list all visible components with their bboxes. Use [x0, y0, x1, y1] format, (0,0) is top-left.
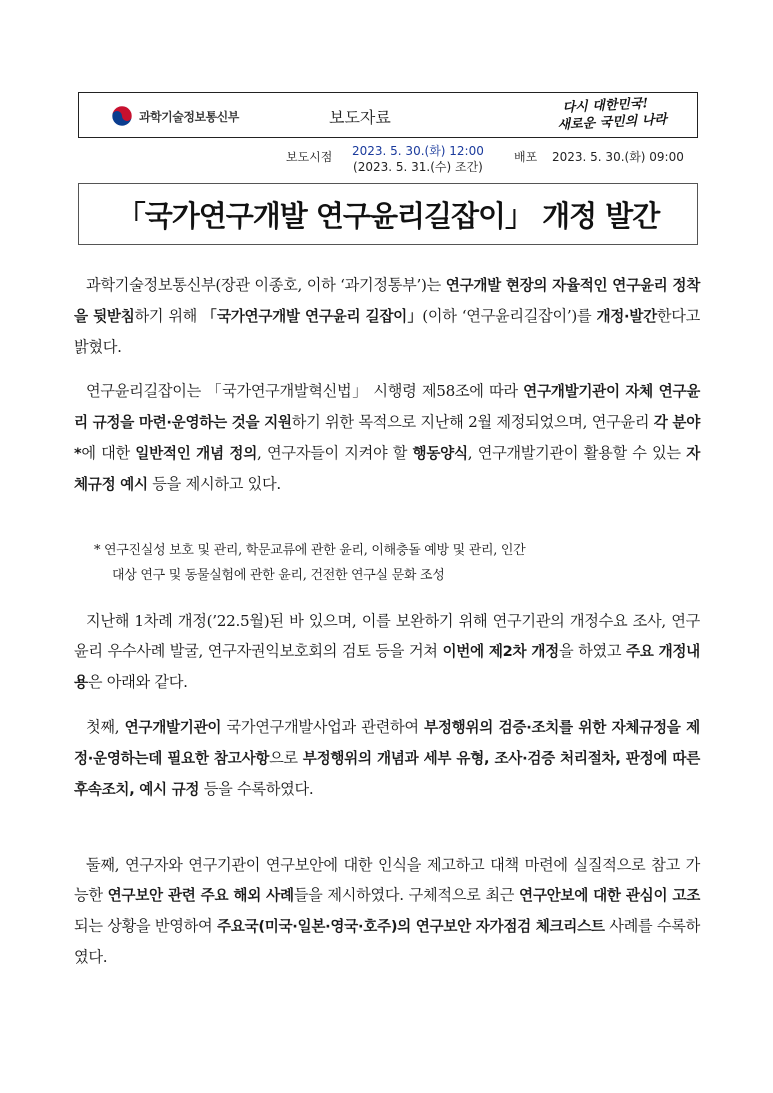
text-segment: , 연구자들이 지켜야 할 — [257, 444, 413, 462]
header-box — [78, 92, 698, 138]
paragraph-5 — [74, 850, 700, 972]
text-segment: 되는 상황을 반영하여 — [74, 917, 217, 935]
bold-text: 자체규정 예시 — [74, 445, 700, 493]
text-segment: 사례를 수록하였다. — [74, 917, 700, 966]
text-segment: 지난해 1차례 개정(’22.5월)된 바 있으며, 이를 보완하기 위해 연구기관의 개정수요 조사, 연구윤리 우수사례 발굴, 연구자권익보호회의 검토 등을 거쳐 — [74, 612, 700, 660]
text-segment: 하기 위한 목적으로 지난해 2월 제정되었으며, 연구윤리 — [291, 413, 654, 431]
bold-text: 개정·발간 — [596, 308, 657, 325]
text-segment: 은 아래와 같다. — [87, 673, 188, 691]
release-time: 2023. 5. 30.(화) 12:00 — [352, 144, 484, 158]
text-segment: 둘째, 연구자와 연구기관이 연구보안에 대한 인식을 제고하고 대책 마련에 실질적으로 참고 가능한 — [74, 856, 700, 904]
slogan — [557, 94, 668, 134]
release-time-block — [352, 143, 484, 175]
text-segment: 국가연구개발사업과 관련하여 — [221, 718, 425, 736]
text-segment: 으로 — [269, 749, 303, 767]
slogan-line2: 새로운 국민의 나라 — [557, 112, 668, 134]
ministry-name: 과학기술정보통신부 — [139, 109, 239, 124]
text-segment: 에 대한 — [81, 444, 136, 462]
doc-type: 보도자료 — [329, 108, 391, 127]
bold-text: 부정행위의 개념과 세부 유형, 조사·검증 처리절차, 판정에 따른 후속조치, 예시 규정 — [74, 750, 700, 798]
bold-text: 연구개발기관이 자체 연구윤리 규정을 마련·운영하는 것을 지원 — [74, 383, 700, 431]
bold-text: 일반적인 개념 정의 — [135, 445, 258, 462]
bold-text: 각 분야* — [74, 414, 700, 462]
bold-text: 연구개발기관이 — [124, 719, 222, 736]
footnote-line1: * 연구진실성 보호 및 관리, 학문교류에 관한 윤리, 이해충돌 예방 및 관리, 인간 — [94, 543, 526, 558]
text-segment: 첫째, — [86, 718, 125, 736]
bold-text: 행동양식 — [412, 445, 468, 462]
distribution-time: 2023. 5. 30.(화) 09:00 — [552, 150, 684, 164]
paragraph-1 — [74, 270, 700, 362]
text-segment: 연구윤리길잡이는 「국가연구개발혁신법」 시행령 제58조에 따라 — [86, 382, 524, 400]
text-segment: , 연구개발기관이 활용할 수 있는 — [467, 444, 687, 462]
bold-text: 연구개발 현장의 자율적인 연구윤리 정착을 뒷받침 — [74, 277, 701, 325]
release-label: 보도시점 — [286, 150, 333, 164]
taegeuk-emblem-icon — [111, 105, 133, 127]
bold-text: 이번에 제2차 개정 — [442, 643, 559, 660]
text-segment: 하기 위해 — [134, 307, 203, 325]
footnote — [94, 538, 702, 588]
text-segment: (이하 ‘연구윤리길잡이’)를 — [422, 307, 597, 325]
text-segment: 과학기술정보통신부(장관 이종호, 이하 ‘과기정통부’)는 — [86, 276, 446, 294]
distribution-label: 배포 — [514, 150, 538, 164]
bold-text: 연구안보에 대한 관심이 고조 — [519, 887, 700, 904]
text-segment: 들을 제시하였다. 구체적으로 최근 — [293, 886, 520, 904]
bold-text: 부정행위의 검증·조치를 위한 자체규정을 제정·운영하는데 필요한 참고사항 — [74, 719, 700, 767]
paragraph-3 — [74, 606, 700, 698]
bold-text: 연구보안 관련 주요 해외 사례 — [107, 887, 294, 904]
page-title: 「국가연구개발 연구윤리길잡이」 개정 발간 — [116, 198, 660, 233]
text-segment: 한다고 밝혔다. — [74, 307, 700, 356]
bold-text: 「국가연구개발 연구윤리 길잡이」 — [202, 308, 423, 325]
text-segment: 등을 제시하고 있다. — [147, 475, 281, 493]
title-box — [78, 183, 698, 245]
bold-text: 주요 개정내용 — [74, 643, 700, 691]
slogan-line1: 다시 대한민국! — [562, 96, 649, 116]
ministry-logo — [111, 105, 239, 127]
text-segment: 등을 수록하였다. — [199, 780, 314, 798]
release-paper: (2023. 5. 31.(수) 조간) — [353, 160, 483, 174]
text-segment: 을 하였고 — [558, 642, 626, 660]
footnote-line2: 대상 연구 및 동물실험에 관한 윤리, 건전한 연구실 문화 조성 — [112, 568, 445, 583]
paragraph-2 — [74, 376, 700, 500]
bold-text: 주요국(미국·일본·영국·호주)의 연구보안 자가점검 체크리스트 — [216, 918, 605, 935]
paragraph-4 — [74, 712, 700, 805]
